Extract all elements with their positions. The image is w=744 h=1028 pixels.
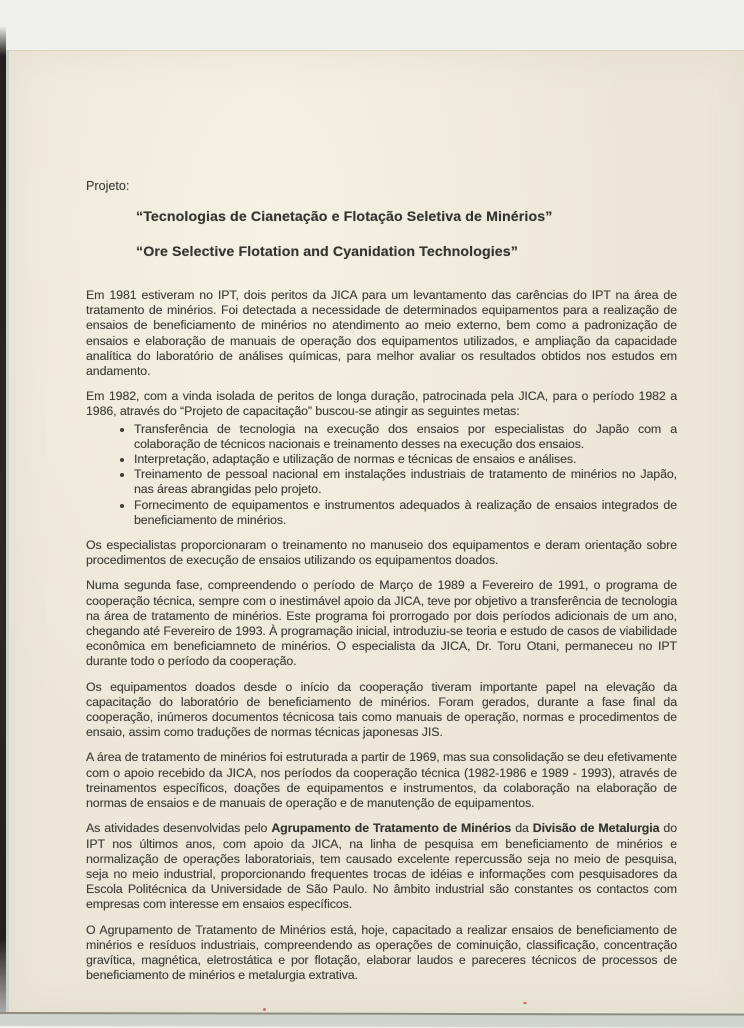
paragraph-area-consolidation: A área de tratamento de minérios foi estruturada a partir de 1969, mas sua consolidação se deu efetivamente com o apoio recebido da JICA, nos períodos da cooperação técnica (1982-1986 e 1989 - 1993), através de treinamentos específicos, doações de equipamentos e instrumentos, da colaboração na elaboração de normas de ensaios e de manuais de operação e de manutenção de equipamentos.: [86, 750, 677, 811]
paragraph-donated-equipment: Os equipamentos doados desde o início da cooperação tiveram importante papel na elevação da capacitação do laboratório de beneficiamento de minérios. Foram gerados, durante a fase final da cooperação, inúmeros documentos técnicosa tais como manuais de operação, normas e procedimentos de ensaio, assim como traduções de normas técnicas japonesas JIS.: [86, 679, 677, 740]
paragraph-activities-text: do IPT nos últimos anos, com apoio da JICA, na linha de pesquisa em beneficiamento de minérios e normalização de operações laboratoriais, tem causado excelente repercussão seja no meio de pesquisa, seja no meio industrial, proporcionando frequentes trocas de idéias e informações com pesquisadores da Escola Politécnica da Universidade de São Paulo. No âmbito industrial são constantes os contactos com empresas com interesse em ensaios específicos.: [86, 821, 677, 912]
goal-item-equipment-supply: • Fornecimento de equipamentos e instrumentos adequados à realização de ensaios integrados de beneficiamento de minérios.: [134, 498, 677, 528]
goal-item-standards: • Interpretação, adaptação e utilização de normas e técnicas de ensaios e análises.: [134, 452, 677, 467]
paragraph-current-capabilities: O Agrupamento de Tratamento de Minérios está, hoje, capacitado a realizar ensaios de beneficiamento de minérios e resíduos industriais, compreendendo as operações de cominuição, classificação, concentração gravítica, magnética, eletrostática e por flotação, elaborar laudos e pareceres técnicos de processos de beneficiamento de minérios e metalurgia extrativa.: [86, 922, 677, 983]
paragraph-activities-text: As atividades desenvolvidas pelo: [86, 821, 272, 836]
title-portuguese: “Tecnologias de Cianetação e Flotação Seletiva de Minérios”: [136, 209, 553, 225]
paragraph-second-phase: Numa segunda fase, compreendendo o período de Março de 1989 a Fevereiro de 1991, o programa de cooperação técnica, sempre com o inestimável apoio da JICA, teve por objetivo a transferência de tecnologia na área de tratamento de minérios. Este programa foi prorrogado por dois períodos adicionais de um ano, chegando até Fevereiro de 1993. À programação inicial, introduziu-se teoria e estudo de casos de viabilidade econômica em beneficiamneto de minérios. O especialista da JICA, Dr. Toru Otani, permaneceu no IPT durante todo o período da cooperação.: [86, 578, 677, 669]
division-name-bold: Divisão de Metalurgia: [532, 821, 660, 836]
paragraph-1981-survey: Em 1981 estiveram no IPT, dois peritos da JICA para um levantamento das carências do IPT na área de tratamento de minérios. Foi detectada a necessidade de determinados equipamentos para a realização de ensaios de beneficiamento de minérios no atendimento ao meio externo, bem como a padronização de ensaios e elaboração de manuais de operação dos equipamentos utilizados, e ampliação da capacidade analítica do laboratório de análises químicas, para melhor avaliar os resultados obtidos nos estudos em andamento.: [86, 288, 677, 379]
scanner-bed-bottom: [0, 1012, 744, 1028]
paragraph-activities-text: da: [511, 821, 533, 836]
document-page: [9, 50, 744, 1012]
goal-item-training-japan: • Treinamento de pessoal nacional em instalações industriais de tratamento de minérios no Japão, nas áreas abrangidas pelo projeto.: [134, 467, 677, 497]
scan-speck: [263, 1008, 266, 1011]
scan-speck: [523, 1002, 527, 1004]
paragraph-activities: [86, 821, 677, 912]
paragraph-1982-goals-intro: Em 1982, com a vinda isolada de peritos de longa duração, patrocinada pela JICA, para o período 1982 a 1986, através do “Projeto de capacitação” buscou-se atingir as seguintes metas:: [86, 389, 677, 419]
title-english: “Ore Selective Flotation and Cyanidation Technologies”: [136, 244, 518, 260]
goals-list: [86, 422, 677, 528]
paragraph-specialists-training: Os especialistas proporcionaram o treinamento no manuseio dos equipamentos e deram orientação sobre procedimentos de execução de ensaios utilizando os equipamentos doados.: [86, 538, 677, 568]
group-name-bold: Agrupamento de Tratamento de Minérios: [271, 821, 512, 836]
goal-item-technology-transfer: • Transferência de tecnologia na execução dos ensaios por especialistas do Japão com a colaboração de técnicos nacionais e treinamento desses na execução dos ensaios.: [134, 422, 677, 452]
project-label: Projeto:: [86, 179, 130, 193]
